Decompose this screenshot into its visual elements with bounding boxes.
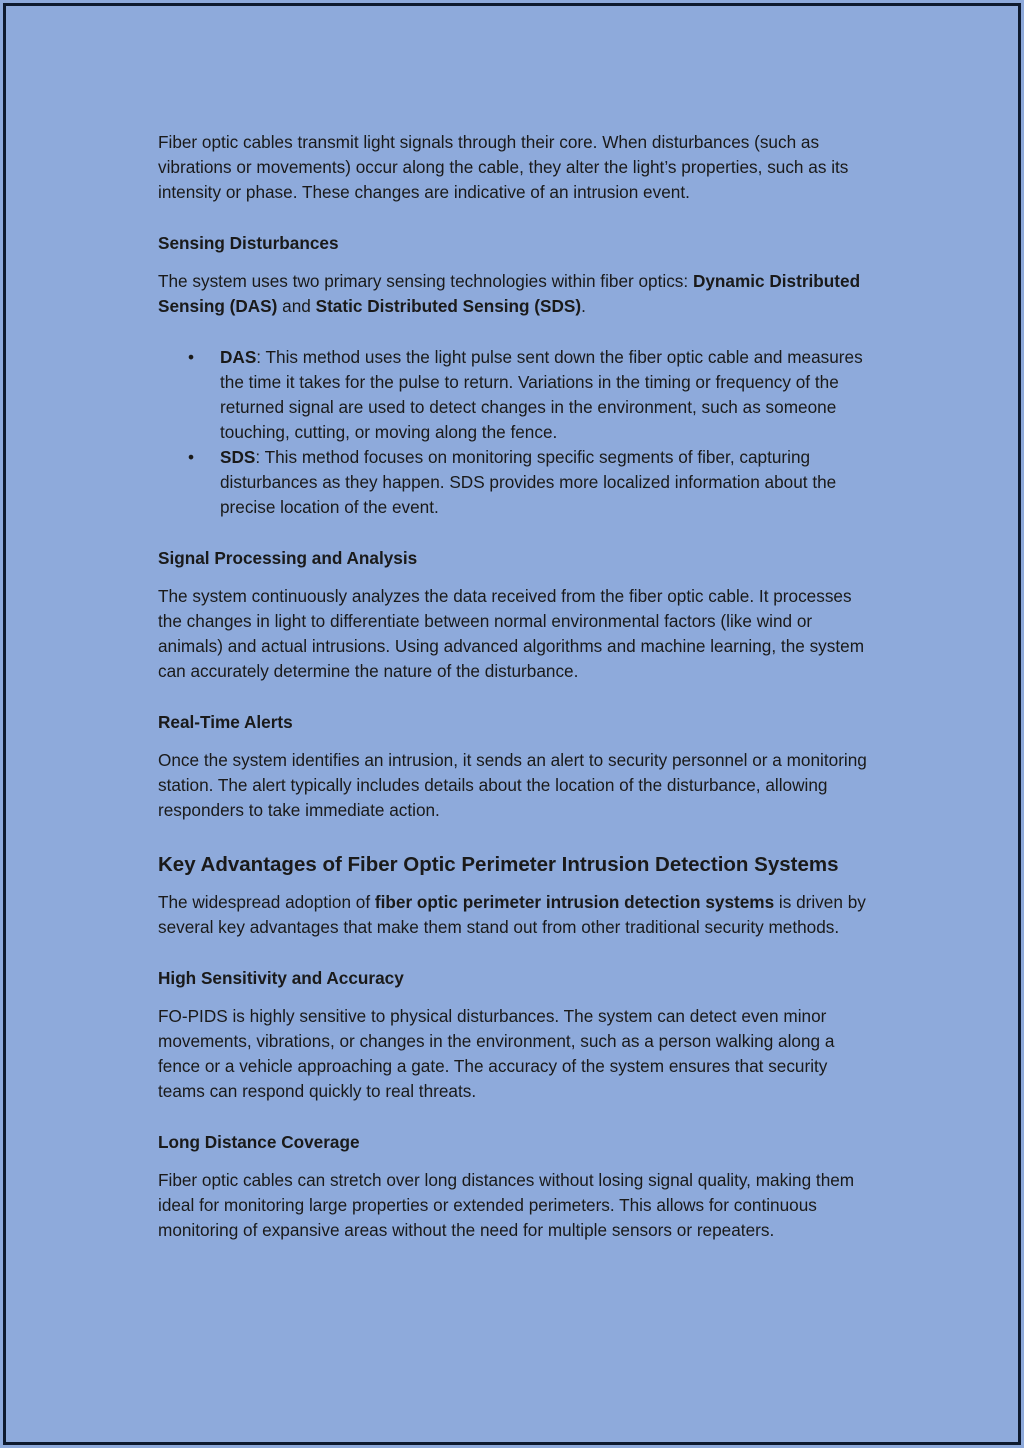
advantages-text-a: The widespread adoption of: [158, 892, 375, 912]
sds-term: Static Distributed Sensing (SDS): [315, 296, 582, 316]
sensing-paragraph: [158, 269, 874, 319]
coverage-heading: Long Distance Coverage: [158, 1132, 360, 1152]
sensing-heading: Sensing Disturbances: [158, 233, 339, 253]
alerts-paragraph: Once the system identifies an intrusion, it sends an alert to security personnel or a monitoring station. The alert typically includes details about the location of the disturbance, allowing responders to take immediate action.: [158, 750, 867, 820]
alerts-heading: Real-Time Alerts: [158, 712, 293, 732]
signal-paragraph: The system continuously analyzes the data received from the fiber optic cable. It processes the changes in light to differentiate between normal environmental factors (like wind or animals) and actual intrusions. Using advanced algorithms and machine learning, the system can accurately determine the nature of the disturbance.: [158, 586, 865, 681]
sensing-list: [158, 345, 874, 520]
intro-paragraph: Fiber optic cables transmit light signals through their core. When disturbances (such as vibrations or movements) occur along the cable, they alter the light’s properties, such as its intensity or phase. These changes are indicative of an intrusion event.: [158, 132, 849, 202]
list-item: [158, 445, 874, 520]
sensitivity-heading: High Sensitivity and Accuracy: [158, 968, 404, 988]
sensing-text-a: The system uses two primary sensing technologies within fiber optics:: [158, 271, 693, 291]
advantages-heading: Key Advantages of Fiber Optic Perimeter Intrusion Detection Systems: [158, 853, 839, 876]
bullet-icon: •: [188, 447, 195, 467]
list-item: [158, 345, 874, 445]
coverage-paragraph: Fiber optic cables can stretch over long distances without losing signal quality, making them ideal for monitoring large properties or extended perimeters. This allows for continuous monitoring of expansive areas without the need for multiple sensors or repeaters.: [158, 1170, 855, 1240]
list-item-term: DAS: [220, 347, 257, 367]
document-page: [3, 3, 1021, 1445]
bullet-icon: •: [188, 347, 195, 367]
das-term: Dynamic Distributed Sensing (DAS): [158, 271, 861, 316]
list-item-term: SDS: [220, 447, 256, 467]
list-item-desc: : This method uses the light pulse sent down the fiber optic cable and measures the time it takes for the pulse to return. Variations in the timing or frequency of the returned signal are used to detect changes in the environment, such as someone touching, cutting, or moving along the fence.: [220, 347, 863, 442]
advantages-text-b: is driven by several key advantages that make them stand out from other traditional security methods.: [158, 892, 866, 937]
list-item-desc: : This method focuses on monitoring specific segments of fiber, capturing disturbances as they happen. SDS provides more localized information about the precise location of the event.: [220, 447, 837, 517]
signal-heading: Signal Processing and Analysis: [158, 548, 418, 568]
advantages-bold: fiber optic perimeter intrusion detection systems: [374, 892, 775, 912]
advantages-paragraph: [158, 890, 874, 940]
document-content: [158, 130, 874, 1243]
sensitivity-paragraph: FO-PIDS is highly sensitive to physical disturbances. The system can detect even minor movements, vibrations, or changes in the environment, such as a person walking along a fence or a vehicle approaching a gate. The accuracy of the system ensures that security teams can respond quickly to real threats.: [158, 1006, 835, 1101]
sensing-text-c: .: [581, 296, 586, 316]
sensing-text-b: and: [277, 296, 316, 316]
